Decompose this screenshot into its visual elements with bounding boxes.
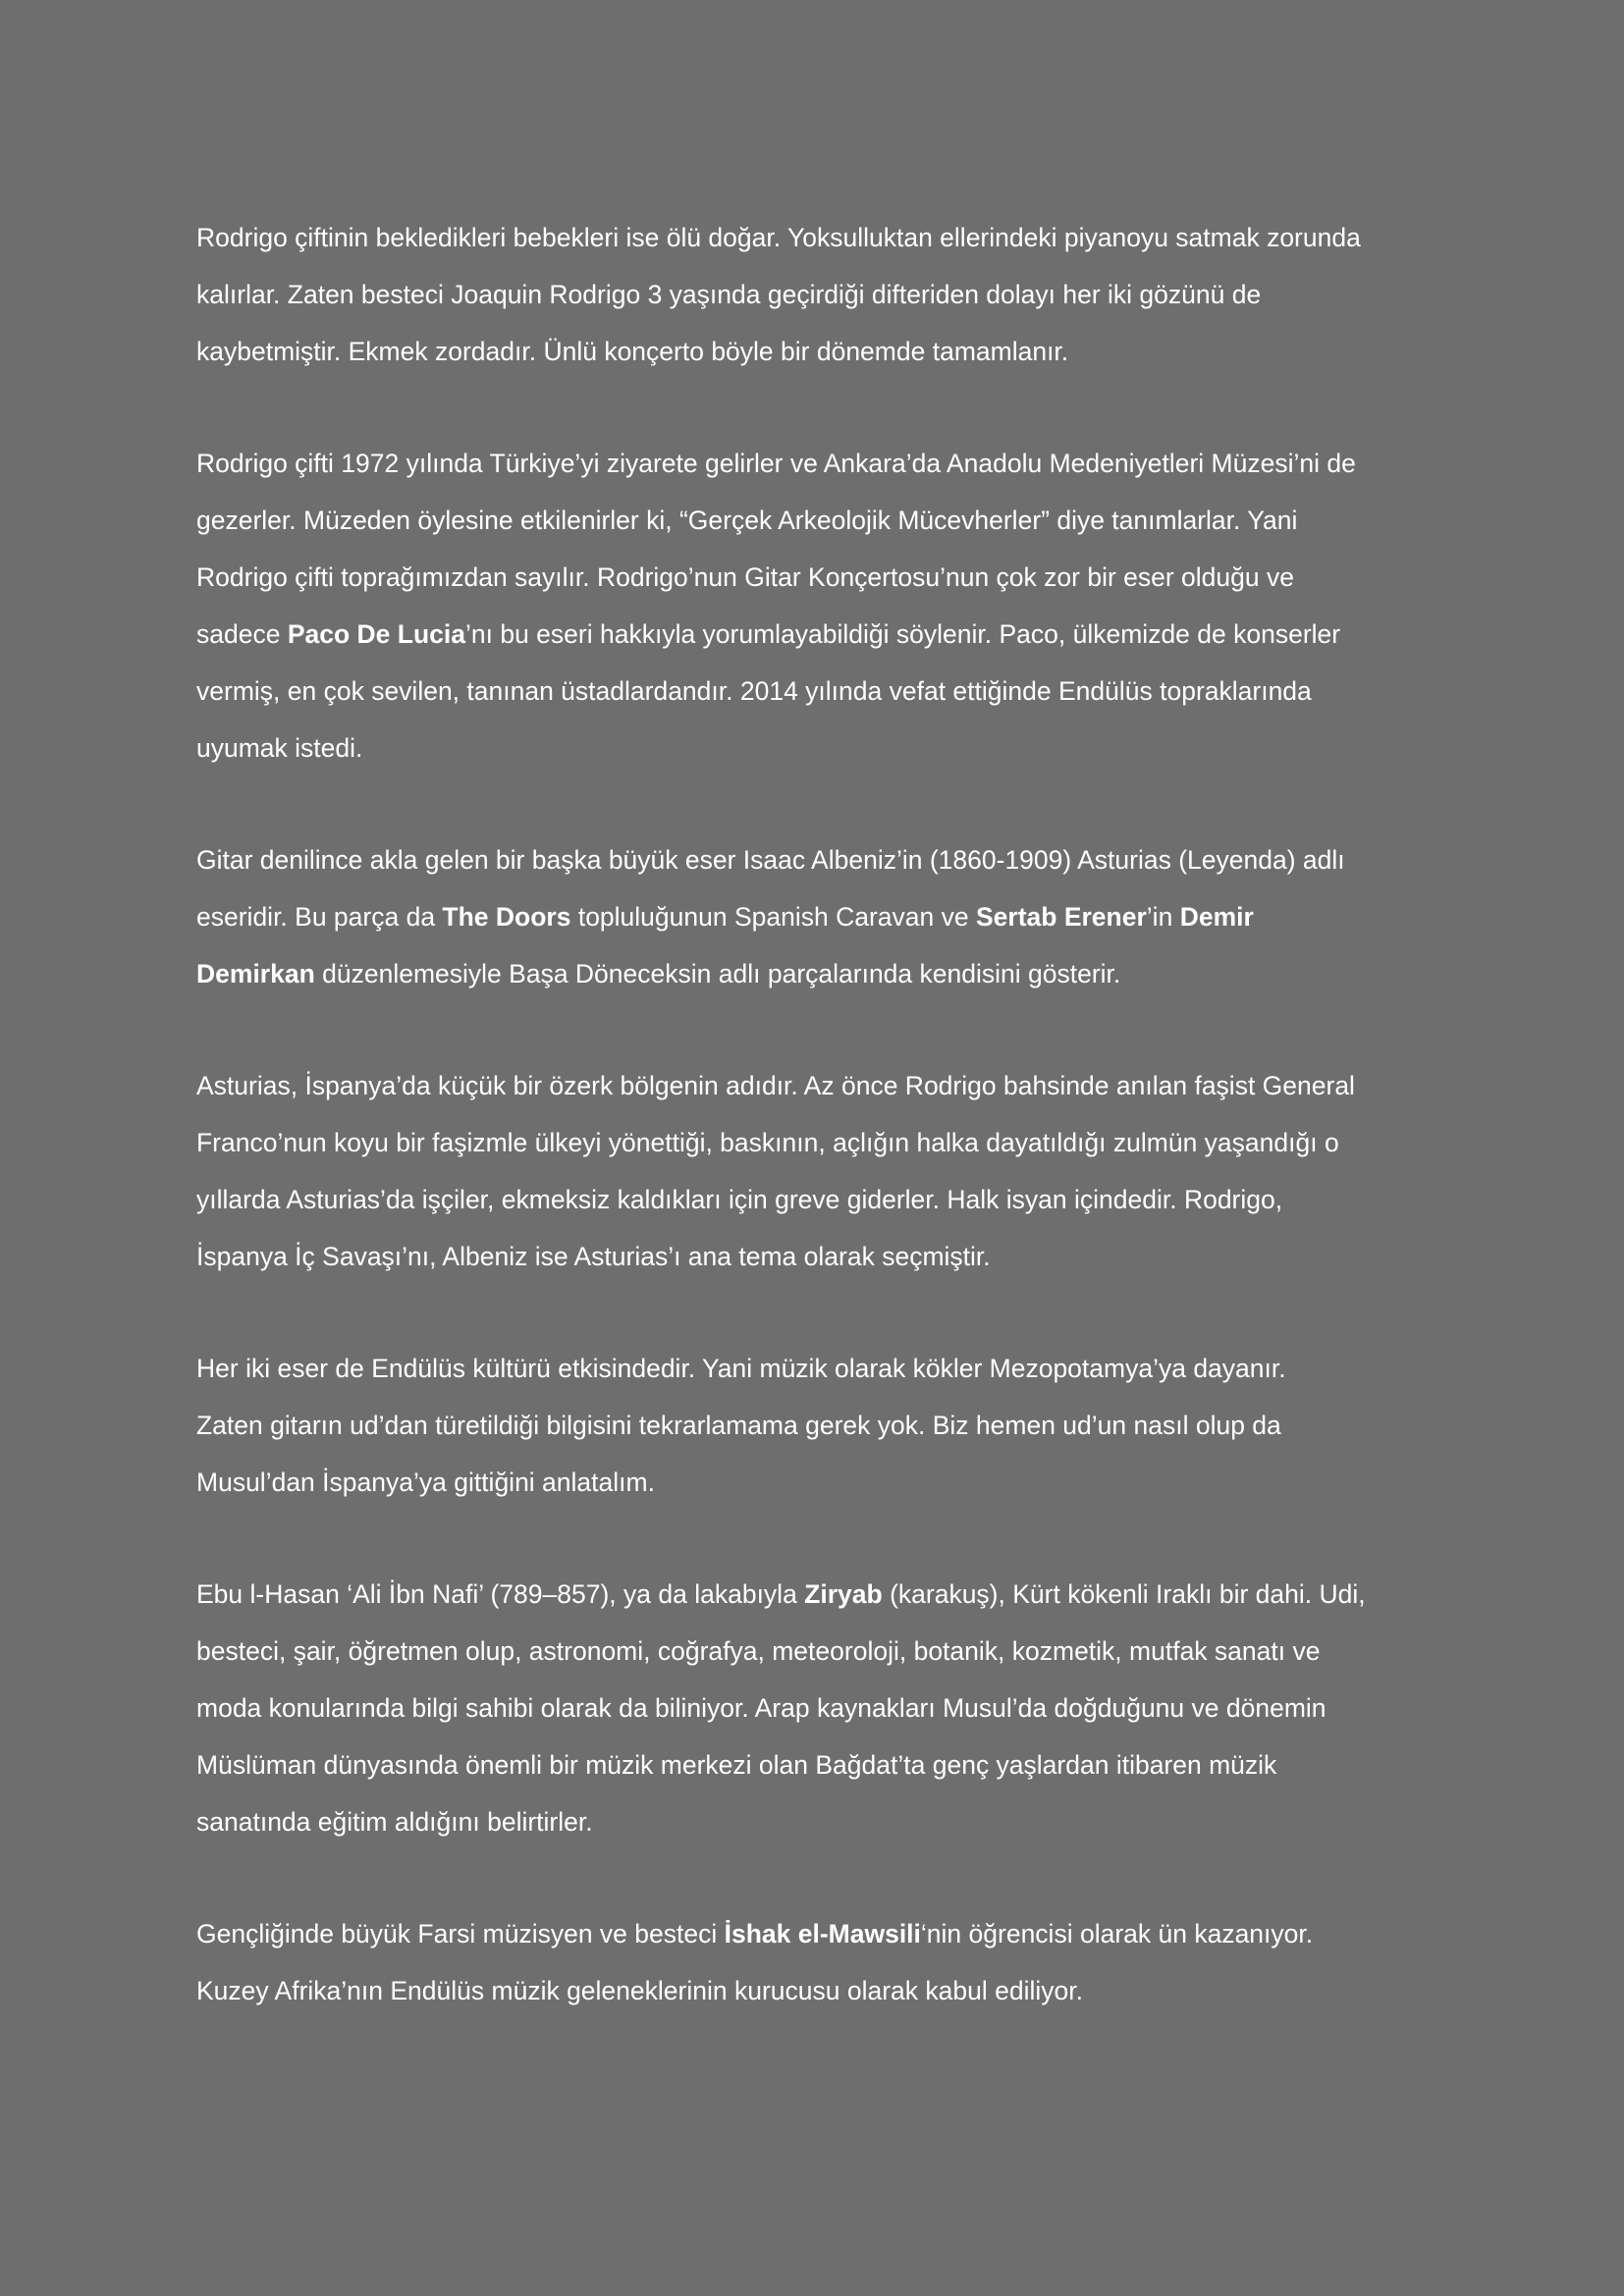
text-line (196, 831, 1434, 888)
paragraph (196, 435, 1434, 776)
text-segment: besteci, şair, öğretmen olup, astronomi, coğrafya, meteoroloji, botanik, kozmetik, mutfak sanatı ve (196, 1636, 1321, 1666)
text-line (196, 1793, 1434, 1850)
text-line (196, 888, 1434, 945)
paragraph (196, 209, 1434, 380)
paragraph (196, 1905, 1434, 2019)
text-segment: Rodrigo çifti 1972 yılında Türkiye’yi ziyarete gelirler ve Ankara’da Anadolu Medeniyetleri Müzesi’ni de (196, 449, 1356, 478)
text-segment: Asturias, İspanya’da küçük bir özerk bölgenin adıdır. Az önce Rodrigo bahsinde anılan faşist General (196, 1071, 1355, 1100)
text-line (196, 1228, 1434, 1285)
text-segment: vermiş, en çok sevilen, tanınan üstadlardandır. 2014 yılında vefat ettiğinde Endülüs topraklarında (196, 676, 1312, 706)
text-segment: (karakuş), Kürt kökenli Iraklı bir dahi. Udi, (882, 1579, 1366, 1609)
text-line (196, 1454, 1434, 1511)
text-segment: uyumak istedi. (196, 733, 363, 763)
text-segment: Zaten gitarın ud’dan türetildiği bilgisini tekrarlamama gerek yok. Biz hemen ud’un nasıl olup da (196, 1411, 1281, 1440)
text-segment: ’in (1146, 902, 1180, 932)
text-line (196, 435, 1434, 492)
text-line (196, 663, 1434, 720)
text-line (196, 1962, 1434, 2019)
text-segment: Kuzey Afrika’nın Endülüs müzik geleneklerinin kurucusu olarak kabul ediliyor. (196, 1976, 1083, 2005)
text-segment: kaybetmiştir. Ekmek zordadır. Ünlü konçerto böyle bir dönemde tamamlanır. (196, 337, 1069, 366)
bold-text: Ziryab (804, 1579, 883, 1609)
text-segment: İspanya İç Savaşı’nı, Albeniz ise Asturias’ı ana tema olarak seçmiştir. (196, 1242, 991, 1271)
text-line (196, 720, 1434, 776)
bold-text: Sertab Erener (975, 902, 1147, 932)
paragraph (196, 1566, 1434, 1850)
text-line (196, 1680, 1434, 1736)
text-segment: ’nı bu eseri hakkıyla yorumlayabildiği söylenir. Paco, ülkemizde de konserler (464, 619, 1341, 649)
text-line (196, 492, 1434, 549)
text-segment: Rodrigo çifti toprağımızdan sayılır. Rodrigo’nun Gitar Konçertosu’nun çok zor bir eser olduğu ve (196, 562, 1294, 592)
text-line (196, 1736, 1434, 1793)
bold-text: Paco De Lucia (287, 619, 465, 649)
text-line (196, 606, 1434, 663)
text-line (196, 209, 1434, 266)
text-segment: topluluğunun Spanish Caravan ve (570, 902, 976, 932)
text-segment: Rodrigo çiftinin bekledikleri bebekleri ise ölü doğar. Yoksulluktan ellerindeki piyanoyu satmak zorunda (196, 223, 1361, 252)
text-segment: moda konularında bilgi sahibi olarak da biliniyor. Arap kaynakları Musul’da doğduğunu ve dönemin (196, 1693, 1326, 1723)
text-segment: ‘nin öğrencisi olarak ün kazanıyor. (920, 1919, 1314, 1949)
text-line (196, 1623, 1434, 1680)
text-line (196, 323, 1434, 380)
text-line (196, 945, 1434, 1002)
text-line (196, 1905, 1434, 1962)
text-segment: Franco’nun koyu bir faşizmle ülkeyi yönettiği, baskının, açlığın halka dayatıldığı zulmün yaşandığı o (196, 1128, 1339, 1157)
bold-text: The Doors (442, 902, 571, 932)
text-segment: Ebu l-Hasan ‘Ali İbn Nafi’ (789–857), ya da lakabıyla (196, 1579, 805, 1609)
text-segment: Müslüman dünyasında önemli bir müzik merkezi olan Bağdat’ta genç yaşlardan itibaren müzik (196, 1750, 1277, 1780)
text-line (196, 1057, 1434, 1114)
text-segment: sanatında eğitim aldığını belirtirler. (196, 1807, 593, 1837)
text-line (196, 266, 1434, 323)
text-segment: Her iki eser de Endülüs kültürü etkisindedir. Yani müzik olarak kökler Mezopotamya’ya dayanır. (196, 1354, 1286, 1383)
paragraph (196, 831, 1434, 1002)
text-line (196, 1114, 1434, 1171)
text-segment: Musul’dan İspanya’ya gittiğini anlatalım. (196, 1468, 655, 1497)
text-segment: yıllarda Asturias’da işçiler, ekmeksiz kaldıkları için greve giderler. Halk isyan içindedir. Rodrigo, (196, 1185, 1283, 1214)
bold-text: Demir (1179, 902, 1254, 932)
bold-text: Demirkan (196, 959, 315, 988)
text-line (196, 1566, 1434, 1623)
bold-text: İshak el-Mawsili (724, 1919, 921, 1949)
text-segment: gezerler. Müzeden öylesine etkilenirler ki, “Gerçek Arkeolojik Mücevherler” diye tanımlarlar. Yani (196, 506, 1298, 535)
paragraph (196, 1057, 1434, 1285)
article-body (196, 209, 1434, 2074)
text-line (196, 1171, 1434, 1228)
text-segment: Gitar denilince akla gelen bir başka büyük eser Isaac Albeniz’in (1860-1909) Asturias (Leyenda) adlı (196, 845, 1345, 875)
text-segment: Gençliğinde büyük Farsi müzisyen ve besteci (196, 1919, 725, 1949)
text-segment: sadece (196, 619, 288, 649)
text-line (196, 1340, 1434, 1397)
text-segment: kalırlar. Zaten besteci Joaquin Rodrigo 3 yaşında geçirdiği difteriden dolayı her iki gözünü de (196, 280, 1262, 309)
text-line (196, 549, 1434, 606)
text-line (196, 1397, 1434, 1454)
text-segment: eseridir. Bu parça da (196, 902, 443, 932)
paragraph (196, 1340, 1434, 1511)
text-segment: düzenlemesiyle Başa Döneceksin adlı parçalarında kendisini gösterir. (314, 959, 1121, 988)
